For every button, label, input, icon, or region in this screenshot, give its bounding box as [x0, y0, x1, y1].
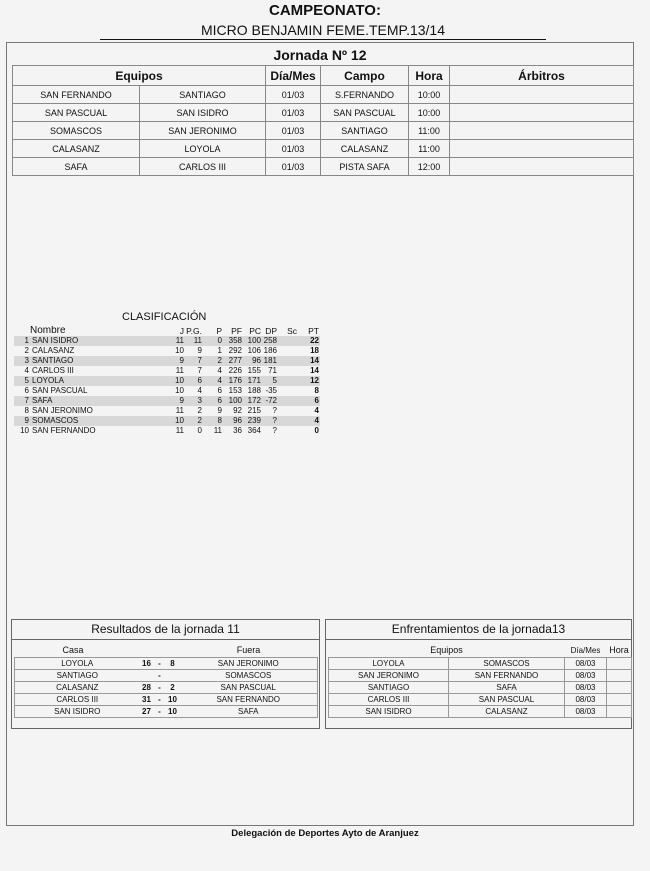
category-subtitle: MICRO BENJAMIN FEME.TEMP.13/14 [100, 22, 546, 40]
result-home: CALASANZ [15, 682, 140, 694]
header-campo: Campo [321, 66, 409, 86]
jornada-table [12, 65, 634, 176]
result-separator: - [154, 682, 166, 694]
match-away: LOYOLA [140, 140, 266, 158]
match-referees [450, 158, 634, 176]
standing-pos: 10 [20, 426, 29, 435]
col-pf: PF [231, 326, 242, 336]
standing-dp: 186 [263, 346, 277, 355]
fixture-time [607, 658, 632, 670]
standing-name [14, 386, 151, 396]
standing-j: 10 [165, 416, 185, 426]
fixture-home: SAN JERONIMO [329, 670, 449, 682]
result-separator: - [154, 658, 166, 670]
result-home: LOYOLA [15, 658, 140, 670]
fixture-time [607, 706, 632, 718]
standing-row [14, 366, 320, 376]
match-time: 11:00 [409, 140, 450, 158]
standing-pf: 226 [228, 366, 242, 375]
col-pc: PC [249, 326, 261, 336]
match-date: 01/03 [266, 158, 321, 176]
standing-pg: 7 [197, 366, 202, 375]
standing-j: 9 [165, 396, 185, 406]
standing-pc: 155 [247, 366, 261, 375]
header-arbitros: Árbitros [450, 66, 634, 86]
standing-gap [151, 346, 165, 356]
standing-team: CARLOS III [32, 366, 74, 375]
standing-sc [278, 356, 298, 366]
header-hora: Hora [409, 66, 450, 86]
jornada-title: Jornada Nº 12 [273, 47, 367, 63]
result-separator: - [154, 670, 166, 682]
col-equipos: Equipos [430, 644, 463, 655]
standing-gap [151, 406, 165, 416]
col-dia: Día/Mes [570, 645, 601, 655]
standing-sc [278, 426, 298, 436]
result-away-score: 10 [166, 706, 180, 718]
standing-sc [278, 396, 298, 406]
result-home-score: 31 [140, 694, 154, 706]
fixture-date: 08/03 [565, 682, 607, 694]
standing-team: LOYOLA [32, 376, 65, 385]
fixture-home: SANTIAGO [329, 682, 449, 694]
standing-team: SANTIAGO [32, 356, 74, 365]
match-row [13, 122, 634, 140]
fixture-away: SOMASCOS [449, 658, 565, 670]
standing-pc: 172 [243, 396, 262, 406]
fixture-away: SAN FERNANDO [449, 670, 565, 682]
standing-gap [151, 416, 165, 426]
enfrentamientos-rows [329, 658, 632, 718]
standing-team: SAN ISIDRO [32, 336, 79, 345]
standing-pc: 100 [243, 336, 262, 346]
match-referees [450, 140, 634, 158]
standing-pg: 4 [197, 386, 202, 395]
standing-pg: 3 [185, 396, 203, 406]
result-home-score [140, 670, 154, 682]
match-home: SAN PASCUAL [13, 104, 140, 122]
footer-text: Delegación de Deportes Ayto de Aranjuez [231, 828, 419, 839]
standing-gap [151, 426, 165, 436]
standing-team: SAFA [32, 396, 53, 405]
standing-pf: 176 [223, 376, 243, 386]
standing-j: 11 [175, 366, 184, 375]
standing-pc: 215 [247, 406, 261, 415]
standing-p: 1 [217, 346, 222, 355]
standing-row [14, 396, 320, 406]
result-home-score: 28 [140, 682, 154, 694]
col-j: J [179, 326, 184, 336]
result-home-score: 27 [140, 706, 154, 718]
standing-name [14, 356, 151, 366]
standing-row [14, 416, 320, 426]
standing-pos: 4 [24, 366, 29, 375]
result-away: SAFA [180, 706, 318, 718]
standing-pos: 9 [24, 416, 29, 425]
standing-gap [151, 356, 165, 366]
standing-pf: 292 [228, 346, 242, 355]
standing-dp: 181 [263, 356, 277, 365]
jornada-rows [13, 86, 634, 176]
standing-name [14, 366, 151, 376]
match-field: SANTIAGO [321, 122, 409, 140]
standing-pc: 171 [243, 376, 262, 386]
result-home-score: 16 [140, 658, 154, 670]
standing-row [14, 426, 320, 436]
standing-j: 11 [175, 426, 184, 435]
standing-pf: 92 [233, 406, 242, 415]
col-casa: Casa [62, 644, 84, 655]
standing-pt: 12 [298, 376, 320, 386]
fixture-away: CALASANZ [449, 706, 565, 718]
fixture-away: SAFA [449, 682, 565, 694]
standing-pt: 14 [298, 356, 320, 366]
standing-dp: ? [262, 416, 278, 426]
standing-pg: 2 [197, 406, 202, 415]
clasificacion-title: CLASIFICACIÓN [122, 311, 207, 323]
match-time: 12:00 [409, 158, 450, 176]
result-home: SAN ISIDRO [15, 706, 140, 718]
fixture-date: 08/03 [565, 670, 607, 682]
result-row [15, 658, 318, 670]
standing-pf: 358 [223, 336, 243, 346]
standing-pg: 7 [185, 356, 203, 366]
result-separator: - [154, 694, 166, 706]
standing-p: 9 [217, 406, 222, 415]
standing-name [14, 346, 151, 356]
col-sc: Sc [287, 326, 297, 336]
standing-pos: 2 [24, 346, 29, 355]
clasificacion-rows [14, 336, 320, 436]
fixture-time [607, 670, 632, 682]
match-away: SAN JERONIMO [140, 122, 266, 140]
col-fuera: Fuera [236, 644, 261, 655]
standing-pc: 188 [247, 386, 261, 395]
standing-dp: -72 [262, 396, 278, 406]
result-row [15, 694, 318, 706]
match-date: 01/03 [266, 86, 321, 104]
match-home: SOMASCOS [13, 122, 140, 140]
standing-sc [278, 336, 298, 346]
standing-gap [151, 386, 165, 396]
match-time: 11:00 [409, 122, 450, 140]
col-dp: DP [265, 326, 277, 336]
standing-p: 4 [203, 376, 223, 386]
standing-row [14, 336, 320, 346]
enfrentamientos-table [328, 643, 632, 718]
fixture-away: SAN PASCUAL [449, 694, 565, 706]
standing-row [14, 346, 320, 356]
standing-name [14, 336, 151, 346]
resultados-title: Resultados de la jornada 11 [12, 620, 319, 640]
standing-pc: 106 [247, 346, 261, 355]
standing-pt: 4 [314, 406, 319, 415]
fixture-date: 08/03 [565, 658, 607, 670]
result-away-score [166, 670, 180, 682]
standing-pg: 0 [197, 426, 202, 435]
standing-dp: ? [272, 406, 277, 415]
fixture-row [329, 658, 632, 670]
result-row [15, 682, 318, 694]
standing-pf: 100 [223, 396, 243, 406]
match-home: SAN FERNANDO [13, 86, 140, 104]
standing-row [14, 376, 320, 386]
standing-name [14, 416, 151, 426]
result-row [15, 706, 318, 718]
standing-pt: 6 [298, 396, 320, 406]
resultados-table [14, 643, 318, 718]
standing-dp: 258 [263, 336, 277, 345]
result-away: SAN JERONIMO [180, 658, 318, 670]
standing-p: 8 [203, 416, 223, 426]
standing-team: SAN PASCUAL [32, 386, 88, 395]
standing-j: 11 [165, 336, 185, 346]
standing-p: 2 [203, 356, 223, 366]
standing-team: SAN FERNANDO [32, 426, 96, 435]
standing-pg: 2 [185, 416, 203, 426]
fixture-time [607, 694, 632, 706]
standing-pf: 96 [223, 416, 243, 426]
standing-p: 11 [213, 426, 222, 435]
standing-gap [151, 336, 165, 346]
match-date: 01/03 [266, 104, 321, 122]
standing-pos: 7 [24, 396, 29, 405]
result-row [15, 670, 318, 682]
header-equipos: Equipos [13, 66, 266, 86]
fixture-row [329, 694, 632, 706]
standing-name [14, 426, 151, 436]
fixture-home: SAN ISIDRO [329, 706, 449, 718]
standing-sc [278, 366, 298, 376]
standing-j: 10 [165, 376, 185, 386]
standing-row [14, 406, 320, 416]
standing-gap [151, 366, 165, 376]
fixture-home: LOYOLA [329, 658, 449, 670]
standing-dp: 71 [268, 366, 277, 375]
standing-pt: 22 [298, 336, 320, 346]
fixture-row [329, 670, 632, 682]
standing-pt: 14 [310, 366, 319, 375]
result-separator: - [154, 706, 166, 718]
standing-dp: 5 [262, 376, 278, 386]
standing-pf: 277 [223, 356, 243, 366]
standing-name [14, 406, 151, 416]
standing-pos: 5 [24, 376, 29, 385]
standing-pc: 239 [243, 416, 262, 426]
match-referees [450, 104, 634, 122]
standing-row [14, 356, 320, 366]
result-home: CARLOS III [15, 694, 140, 706]
standing-pt: 4 [298, 416, 320, 426]
fixture-date: 08/03 [565, 694, 607, 706]
fixture-row [329, 706, 632, 718]
standing-sc [278, 386, 298, 396]
standing-name [14, 376, 151, 386]
result-away-score: 10 [166, 694, 180, 706]
match-away: SANTIAGO [140, 86, 266, 104]
standing-row [14, 386, 320, 396]
match-field: CALASANZ [321, 140, 409, 158]
match-home: CALASANZ [13, 140, 140, 158]
standing-j: 10 [175, 386, 184, 395]
match-time: 10:00 [409, 104, 450, 122]
standing-pg: 6 [185, 376, 203, 386]
result-away: SOMASCOS [180, 670, 318, 682]
standing-sc [278, 346, 298, 356]
match-row [13, 140, 634, 158]
standing-p: 0 [203, 336, 223, 346]
fixture-time [607, 682, 632, 694]
match-field: SAN PASCUAL [321, 104, 409, 122]
result-away-score: 8 [166, 658, 180, 670]
standing-p: 6 [203, 396, 223, 406]
standing-pos: 1 [24, 336, 29, 345]
standing-pos: 8 [24, 406, 29, 415]
match-row [13, 86, 634, 104]
clasificacion-table [14, 326, 320, 436]
standing-pc: 364 [247, 426, 261, 435]
standing-team: SOMASCOS [32, 416, 79, 425]
result-away-score: 2 [166, 682, 180, 694]
resultados-panel [11, 619, 320, 729]
match-row [13, 104, 634, 122]
match-referees [450, 86, 634, 104]
standing-pf: 36 [233, 426, 242, 435]
standing-name [14, 396, 151, 406]
standing-pt: 8 [314, 386, 319, 395]
standing-p: 6 [217, 386, 222, 395]
header-dia: Día/Mes [266, 66, 321, 86]
match-time: 10:00 [409, 86, 450, 104]
standing-sc [278, 406, 298, 416]
standing-sc [278, 376, 298, 386]
result-home: SANTIAGO [15, 670, 140, 682]
standing-team: SAN JERONIMO [32, 406, 93, 415]
enfrentamientos-title: Enfrentamientos de la jornada13 [326, 620, 631, 640]
standing-pc: 96 [243, 356, 262, 366]
standing-pt: 0 [314, 426, 319, 435]
match-away: SAN ISIDRO [140, 104, 266, 122]
standing-gap [151, 396, 165, 406]
standing-gap [151, 376, 165, 386]
standing-pg: 11 [185, 336, 203, 346]
match-date: 01/03 [266, 122, 321, 140]
match-date: 01/03 [266, 140, 321, 158]
col-pg: P.G. [186, 326, 202, 336]
standing-dp: ? [272, 426, 277, 435]
standing-pt: 18 [310, 346, 319, 355]
standing-pos: 6 [24, 386, 29, 395]
col-nombre: Nombre [30, 326, 66, 336]
standing-p: 4 [217, 366, 222, 375]
standing-dp: -35 [265, 386, 277, 395]
col-hora: Hora [609, 644, 629, 655]
match-referees [450, 122, 634, 140]
standing-team: CALASANZ [32, 346, 75, 355]
standing-pos: 3 [24, 356, 29, 365]
standing-pg: 9 [197, 346, 202, 355]
fixture-row [329, 682, 632, 694]
result-away: SAN PASCUAL [180, 682, 318, 694]
match-away: CARLOS III [140, 158, 266, 176]
fixture-date: 08/03 [565, 706, 607, 718]
resultados-rows [15, 658, 318, 718]
standing-j: 10 [175, 346, 184, 355]
match-field: PISTA SAFA [321, 158, 409, 176]
championship-title: CAMPEONATO: [269, 2, 381, 19]
result-away: SAN FERNANDO [180, 694, 318, 706]
col-pt: PT [308, 326, 319, 336]
standing-j: 9 [165, 356, 185, 366]
enfrentamientos-panel [325, 619, 632, 729]
col-p: P [216, 326, 222, 336]
standing-sc [278, 416, 298, 426]
match-home: SAFA [13, 158, 140, 176]
standing-pf: 153 [228, 386, 242, 395]
standing-j: 11 [175, 406, 184, 415]
fixture-home: CARLOS III [329, 694, 449, 706]
match-row [13, 158, 634, 176]
match-field: S.FERNANDO [321, 86, 409, 104]
